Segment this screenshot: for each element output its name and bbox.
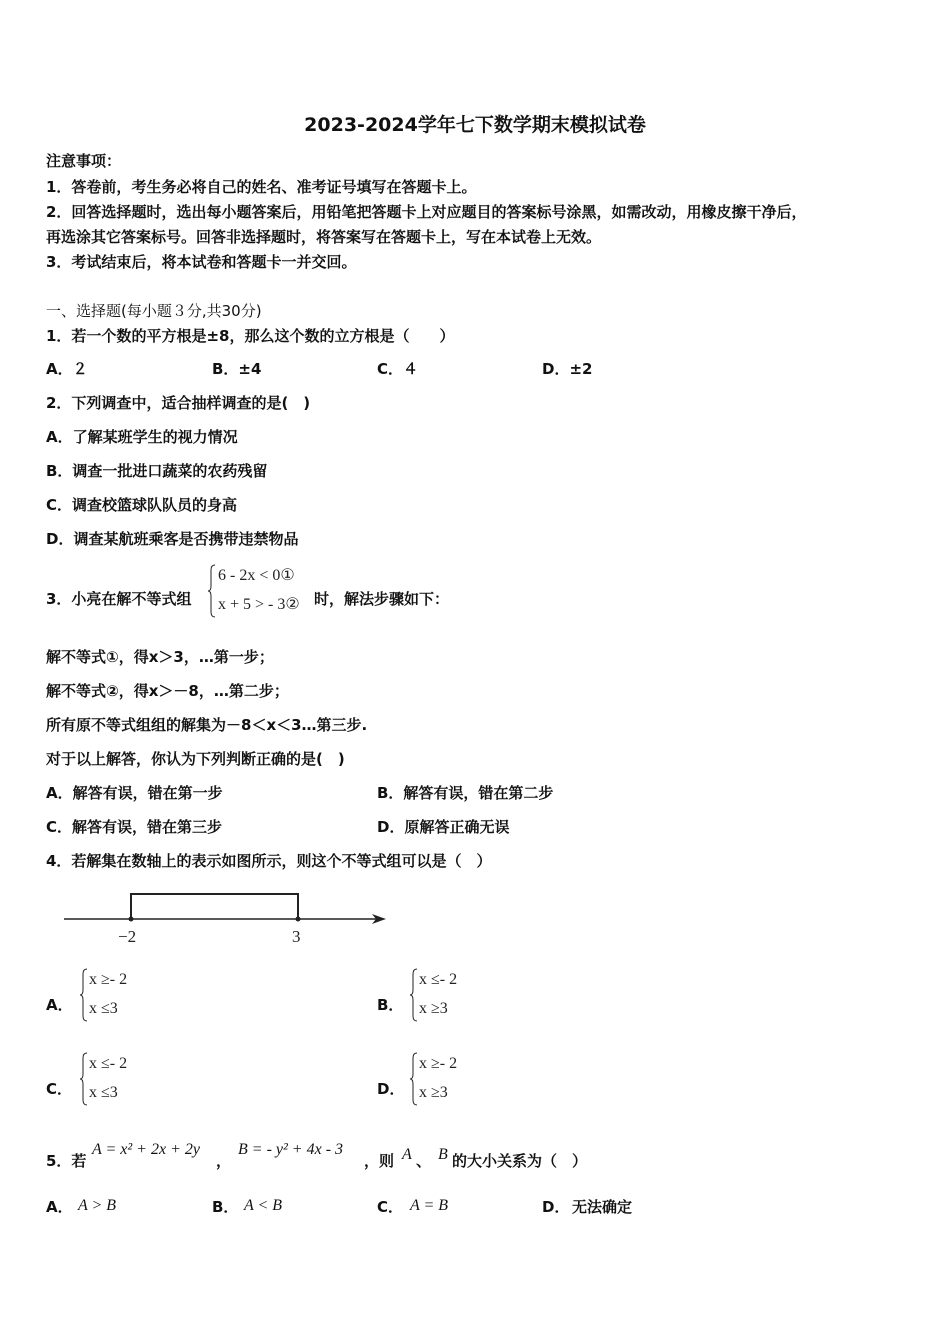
q5-expr-b: B = - y² + 4x - 3 — [238, 1141, 344, 1158]
q4-option-a-row-1: x ≥- 2 — [89, 971, 128, 988]
q4-option-d-label: D． — [377, 1080, 405, 1098]
q3-option-a: A．解答有误，错在第一步 — [46, 784, 223, 802]
q3-option-d: D．原解答正确无误 — [377, 818, 510, 836]
q4-option-d-row-1: x ≥- 2 — [419, 1055, 458, 1072]
q4-option-c-brace — [80, 1052, 88, 1106]
q4-option-d-system — [410, 1052, 500, 1108]
q5-option-d-label: D． — [542, 1198, 570, 1216]
q5-option-a-label: A． — [46, 1198, 73, 1216]
q5-var-a: A — [402, 1146, 412, 1163]
q4-option-c-row-1: x ≤- 2 — [89, 1055, 128, 1072]
q2-option-c: C．调查校篮球队队员的身高 — [46, 496, 238, 514]
q3-option-c: C．解答有误，错在第三步 — [46, 818, 223, 836]
q4-option-a-row-2: x ≤3 — [89, 1000, 118, 1017]
q5-prefix: 5．若 — [46, 1152, 87, 1170]
q4-option-b-row-2: x ≥3 — [419, 1000, 448, 1017]
q3-step-2: 解不等式②，得x＞－8，…第二步； — [46, 682, 289, 700]
q5-comma: ， — [216, 1152, 232, 1170]
q3-step-1: 解不等式①，得x＞3，…第一步； — [46, 648, 274, 666]
q3-stem-pre: 3．小亮在解不等式组 — [46, 590, 192, 608]
q3-option-b: B．解答有误，错在第二步 — [377, 784, 554, 802]
q3-brace — [208, 564, 216, 618]
notice-line-4: 3．考试结束后，将本试卷和答题卡一并交回。 — [46, 253, 357, 271]
q3-system-row-2: x + 5 > - 3② — [218, 596, 300, 613]
q4-option-b-brace — [410, 968, 418, 1022]
q5-option-c-label: C． — [377, 1198, 404, 1216]
q1-option-b: B．±4 — [212, 360, 262, 378]
notice-line-2: 2．回答选择题时，选出每小题答案后，用铅笔把答题卡上对应题目的答案标号涂黑，如需改动，用橡皮擦干净后， — [46, 203, 807, 221]
q3-step-3: 所有原不等式组组的解集为－8＜x＜3…第三步. — [46, 716, 368, 734]
q5-expr-a: A = x² + 2x + 2y — [92, 1141, 200, 1158]
q5-option-a-expr: A > B — [78, 1197, 117, 1214]
notice-heading: 注意事项： — [46, 152, 122, 170]
q4-option-c-row-2: x ≤3 — [89, 1084, 118, 1101]
q3-stem-post: 时，解法步骤如下： — [314, 590, 450, 608]
q4-option-a-brace — [80, 968, 88, 1022]
q4-label-right: 3 — [292, 927, 301, 946]
section-heading: 一、选择题(每小题３分,共30分) — [46, 302, 262, 320]
q4-option-b-system — [410, 968, 500, 1024]
q4-option-a-label: A． — [46, 996, 73, 1014]
q3-system-row-1: 6 - 2x < 0① — [218, 567, 295, 584]
notice-line-3: 再选涂其它答案标号。回答非选择题时，将答案写在答题卡上，写在本试卷上无效。 — [46, 228, 602, 246]
q5-option-b-label: B． — [212, 1198, 239, 1216]
page-title: 2023-2024学年七下数学期末模拟试卷 — [304, 114, 646, 136]
q2-stem: 2．下列调查中，适合抽样调查的是( ) — [46, 394, 311, 412]
notice-line-1: 1．答卷前，考生务必将自己的姓名、准考证号填写在答题卡上。 — [46, 178, 477, 196]
q4-number-line — [56, 886, 396, 946]
q5-suffix: 的大小关系为（ ） — [452, 1152, 588, 1170]
q1-option-c: C．４ — [377, 360, 419, 378]
q5-option-b-expr: A < B — [244, 1197, 283, 1214]
q3-inequality-system — [208, 564, 318, 620]
q4-option-b-row-1: x ≤- 2 — [419, 971, 458, 988]
q4-option-d-brace — [410, 1052, 418, 1106]
q1-stem: 1．若一个数的平方根是±8，那么这个数的立方根是（ ） — [46, 327, 455, 345]
q1-option-a: A．２ — [46, 360, 88, 378]
q4-option-c-label: C． — [46, 1080, 73, 1098]
q4-label-left: −2 — [118, 927, 137, 946]
q5-var-b: B — [438, 1146, 448, 1163]
q5-sep: 、 — [416, 1152, 432, 1170]
q4-option-a-system — [80, 968, 170, 1024]
q4-option-b-label: B． — [377, 996, 404, 1014]
q5-option-c-expr: A = B — [410, 1197, 449, 1214]
q4-option-c-system — [80, 1052, 170, 1108]
q5-mid: ，则 — [364, 1152, 395, 1170]
q2-option-d: D．调查某航班乘客是否携带违禁物品 — [46, 530, 299, 548]
q2-option-a: A．了解某班学生的视力情况 — [46, 428, 238, 446]
q4-stem: 4．若解集在数轴上的表示如图所示，则这个不等式组可以是（ ） — [46, 852, 492, 870]
q4-option-d-row-2: x ≥3 — [419, 1084, 448, 1101]
q1-option-d: D．±2 — [542, 360, 593, 378]
q5-option-d-text: 无法确定 — [572, 1198, 633, 1216]
q3-question: 对于以上解答，你认为下列判断正确的是( ) — [46, 750, 345, 768]
q2-option-b: B．调查一批进口蔬菜的农药残留 — [46, 462, 268, 480]
